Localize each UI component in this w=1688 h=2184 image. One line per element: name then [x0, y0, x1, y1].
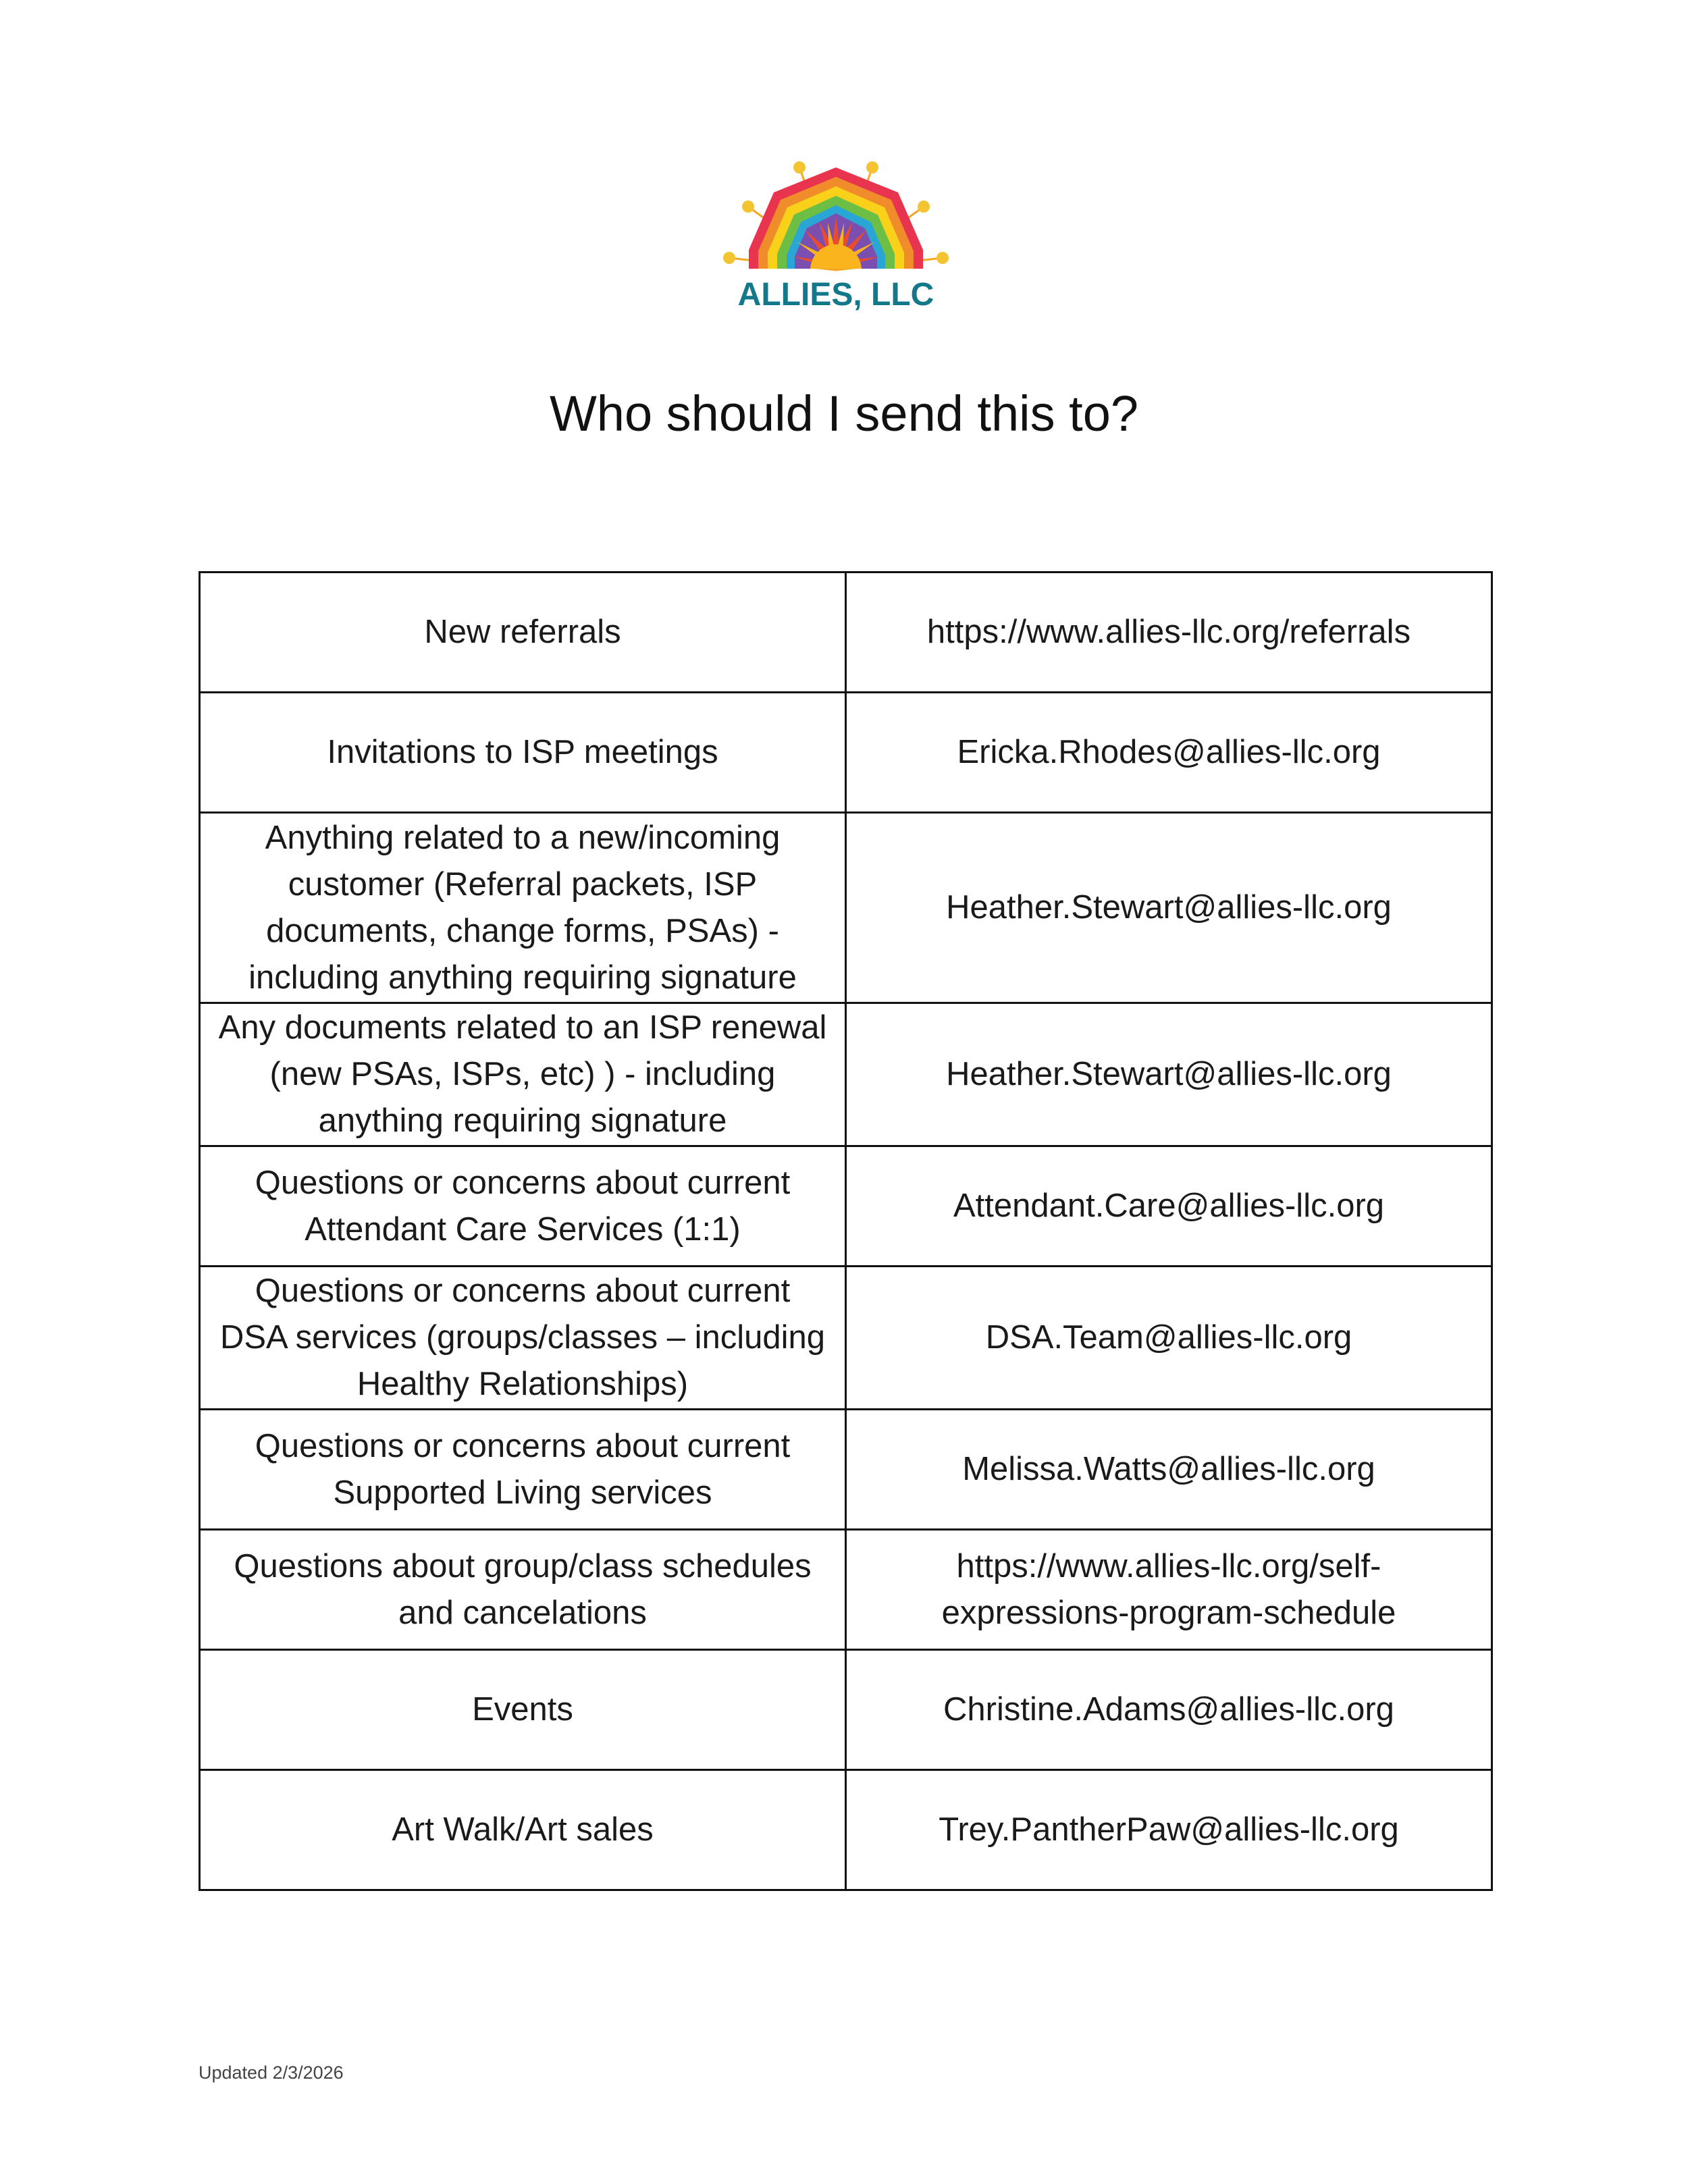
table-row: [200, 813, 1492, 1003]
topic-cell: Events: [200, 1650, 846, 1770]
updated-date: Updated 2/3/2026: [199, 2062, 344, 2083]
contact-email[interactable]: Ericka.Rhodes@allies-llc.org: [846, 693, 1492, 813]
contact-email[interactable]: DSA.Team@allies-llc.org: [846, 1267, 1492, 1410]
topic-cell: Any documents related to an ISP renewal (new PSAs, ISPs, etc) ) - including anything requiring signature: [200, 1003, 846, 1146]
table-row: [200, 1003, 1492, 1146]
contact-email[interactable]: Attendant.Care@allies-llc.org: [846, 1146, 1492, 1267]
routing-table: [199, 571, 1493, 1891]
topic-cell: Questions about group/class schedules and cancelations: [200, 1530, 846, 1650]
topic-cell: Anything related to a new/incoming customer (Referral packets, ISP documents, change forms, PSAs) - including anything requiring signature: [200, 813, 846, 1003]
topic-cell: Invitations to ISP meetings: [200, 693, 846, 813]
rainbow-sunburst-logo-icon: [721, 155, 951, 311]
table-row: [200, 693, 1492, 813]
table-row: [200, 1410, 1492, 1530]
topic-cell: Questions or concerns about current DSA services (groups/classes – including Healthy Relationships): [200, 1267, 846, 1410]
topic-cell: Questions or concerns about current Attendant Care Services (1:1): [200, 1146, 846, 1267]
topic-cell: Questions or concerns about current Supported Living services: [200, 1410, 846, 1530]
page-title: Who should I send this to?: [549, 385, 1139, 442]
contact-link[interactable]: https://www.allies-llc.org/referrals: [846, 572, 1492, 693]
table-row: [200, 1770, 1492, 1890]
table-row: [200, 1267, 1492, 1410]
brand-name: ALLIES, LLC: [737, 277, 934, 311]
contact-email[interactable]: Christine.Adams@allies-llc.org: [846, 1650, 1492, 1770]
contact-email[interactable]: Trey.PantherPaw@allies-llc.org: [846, 1770, 1492, 1890]
contact-email[interactable]: Melissa.Watts@allies-llc.org: [846, 1410, 1492, 1530]
table-row: [200, 572, 1492, 693]
table-row: [200, 1650, 1492, 1770]
table-row: [200, 1530, 1492, 1650]
contact-link[interactable]: https://www.allies-llc.org/self-expressions-program-schedule: [846, 1530, 1492, 1650]
contact-email[interactable]: Heather.Stewart@allies-llc.org: [846, 1003, 1492, 1146]
topic-cell: Art Walk/Art sales: [200, 1770, 846, 1890]
table-row: [200, 1146, 1492, 1267]
contact-email[interactable]: Heather.Stewart@allies-llc.org: [846, 813, 1492, 1003]
topic-cell: New referrals: [200, 572, 846, 693]
allies-logo: [721, 155, 951, 311]
